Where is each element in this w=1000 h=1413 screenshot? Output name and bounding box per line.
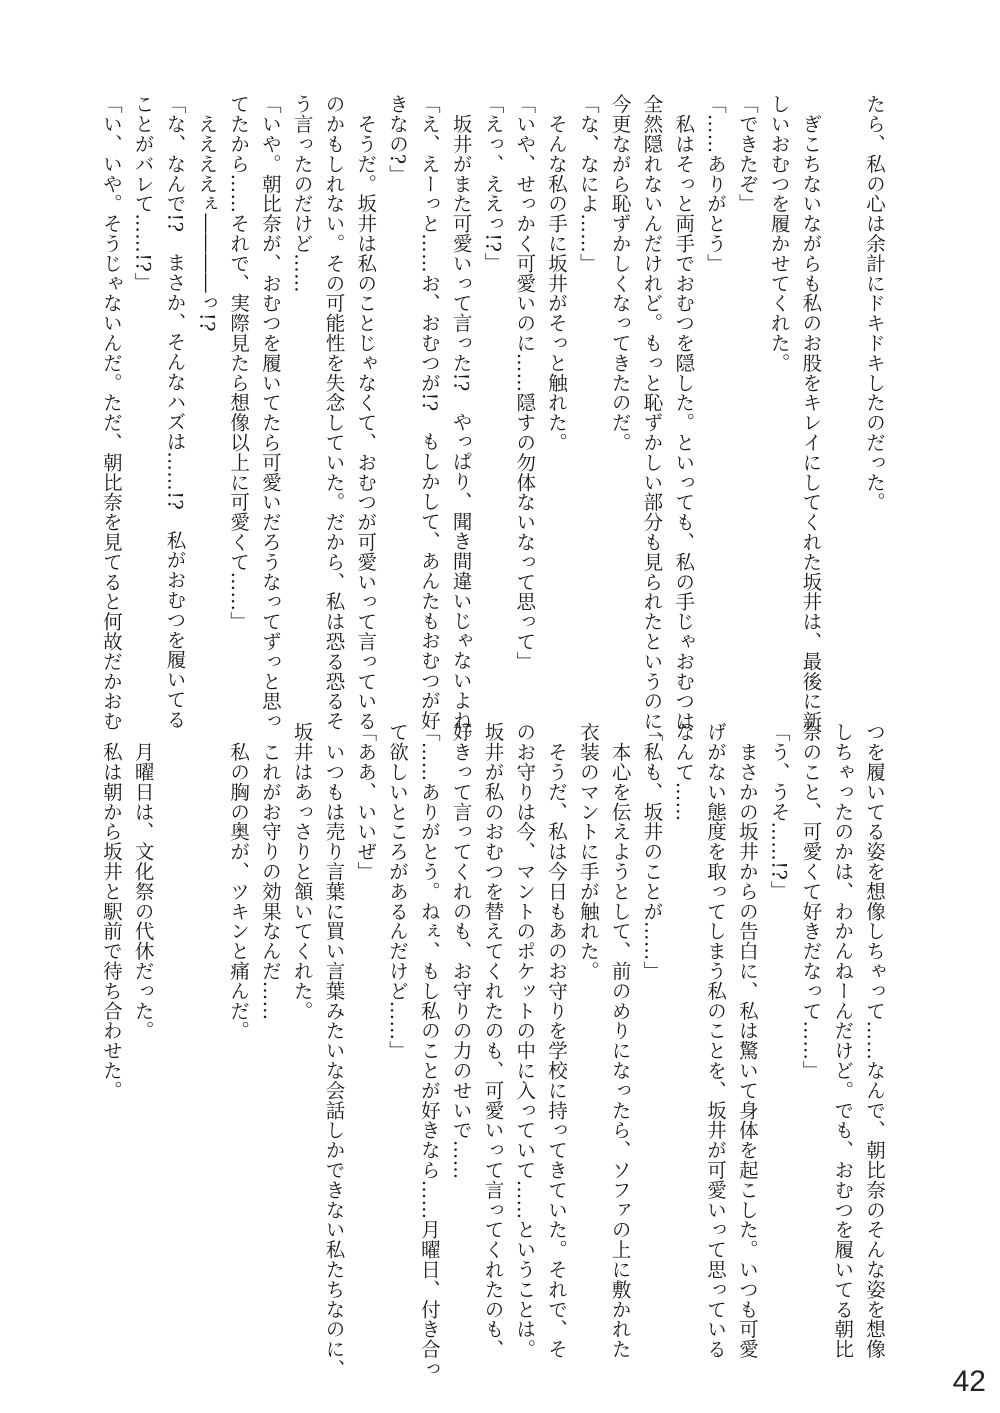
text-line: そうだ、私は今日もあのお守りを学校に持ってきていた。それで、そ <box>545 722 569 1359</box>
text-line: そんな私の手に坂井がそっと触れた。 <box>545 94 569 453</box>
text-line: 奈のこと、可愛くて好きだなって……」 <box>799 722 823 1081</box>
text-line: 「な、なんで!? まさか、そんなハズは……!? 私がおむつを履いてる <box>163 94 187 730</box>
text-line: 「な、なによ……」 <box>576 94 600 274</box>
text-line: 本心を伝えようとして、前のめりになったら、ソファの上に敷かれた <box>608 722 632 1359</box>
text-line: たら、私の心は余計にドキドキしたのだった。 <box>863 94 886 512</box>
text-line: てたから……それで、実際見たら想像以上に可愛くて……」 <box>227 94 251 632</box>
text-line: 月曜日は、文化祭の代休だった。 <box>131 722 155 1041</box>
text-line: 坂井が私のおむつを替えてくれたのも、可愛いって言ってくれたのも、 <box>481 722 505 1359</box>
text-line: 「私も、坂井のことが……」 <box>640 722 664 981</box>
text-line: げがない態度を取ってしまう私のことを、坂井が可愛いって思っている <box>704 722 728 1359</box>
text-line: まさかの坂井からの告白に、私は驚いて身体を起こした。いつも可愛 <box>735 722 759 1359</box>
text-line: 好きって言ってくれのも、お守りの力のせいで…… <box>449 722 473 1180</box>
text-line: 衣装のマントに手が触れた。 <box>576 722 600 981</box>
text-line: 今更ながら恥ずかしくなってきたのだ。 <box>608 94 632 453</box>
text-line: のお守りは今、マントのポケットの中に入っていて……ということは。 <box>513 722 537 1359</box>
text-line: そうだ。坂井は私のことじゃなくて、おむつが可愛いって言っている <box>354 94 378 731</box>
text-line <box>190 722 222 1362</box>
text-line: 「できたぞ」 <box>735 94 759 214</box>
text-line: 「……ありがとう」 <box>704 94 728 274</box>
text-block-lower <box>99 722 890 1379</box>
text-line: しいおむつを履かせてくれた。 <box>767 94 791 373</box>
text-line: 全然隠れないんだけれど。もっと恥ずかしい部分も見られたというのに、 <box>640 94 664 751</box>
text-line: いつもは売り言葉に買い言葉みたいな会話しかできない私たちなのに、 <box>322 722 346 1379</box>
text-line: 「いや、せっかく可愛いのに……隠すの勿体ないなって思って」 <box>513 94 537 672</box>
text-line: 私は朝から坂井と駅前で待ち合わせた。 <box>99 722 123 1101</box>
text-line: 坂井がまた可愛いって言った!? やっぱり、聞き間違いじゃないよね。 <box>449 94 473 750</box>
text-line: きなの?」 <box>386 94 410 185</box>
text-line: 坂井はあっさりと頷いてくれた。 <box>290 722 314 1021</box>
text-line: 「え、えーっと……お、おむつが!? もしかして、あんたもおむつが好 <box>417 94 441 730</box>
text-line: 「えっ、ええっ!?」 <box>481 94 505 273</box>
text-line: 私の胸の奥が、ツキンと痛んだ。 <box>227 722 251 1041</box>
text-block-upper <box>99 94 890 751</box>
text-line: 「……ありがとう。ねぇ、もし私のことが好きなら……月曜日、付き合っ <box>417 722 441 1379</box>
text-line: 私はそっと両手でおむつを隠した。といっても、私の手じゃおむつは <box>672 94 696 731</box>
text-line <box>826 94 858 694</box>
text-line: て欲しいところがあるんだけど……」 <box>386 722 410 1061</box>
text-line: 「いや。朝比奈が、おむつを履いてたら可愛いだろうなってずっと思っ <box>258 94 282 731</box>
text-line: なんて…… <box>672 722 696 822</box>
text-line: ぎこちないながらも私のお股をキレイにしてくれた坂井は、最後に新 <box>799 94 823 731</box>
text-line: 「ああ、いいぜ」 <box>354 722 378 882</box>
text-line <box>159 722 191 1362</box>
text-line: 「い、いや。そうじゃないんだ。ただ、朝比奈を見てると何故だかおむ <box>99 94 123 731</box>
text-line: しちゃったのかは、わかんねーんだけど。でも、おむつを履いてる朝比 <box>831 722 855 1359</box>
text-line: 「う、うそ……!?」 <box>767 722 791 901</box>
text-line: ええええぇ――――っ!? <box>195 94 219 332</box>
text-line: ことがバレて……!?」 <box>131 94 155 293</box>
text-line: のかもしれない。その可能性を失念していた。だから、私は恐る恐るそ <box>322 94 346 731</box>
text-line: これがお守りの効果なんだ…… <box>258 722 282 1021</box>
text-line: う言ったのだけど…… <box>290 94 314 293</box>
text-line: つを履いてる姿を想像しちゃって……なんで、朝比奈のそんな姿を想像 <box>863 722 886 1359</box>
page-number: 42 <box>952 1365 986 1398</box>
